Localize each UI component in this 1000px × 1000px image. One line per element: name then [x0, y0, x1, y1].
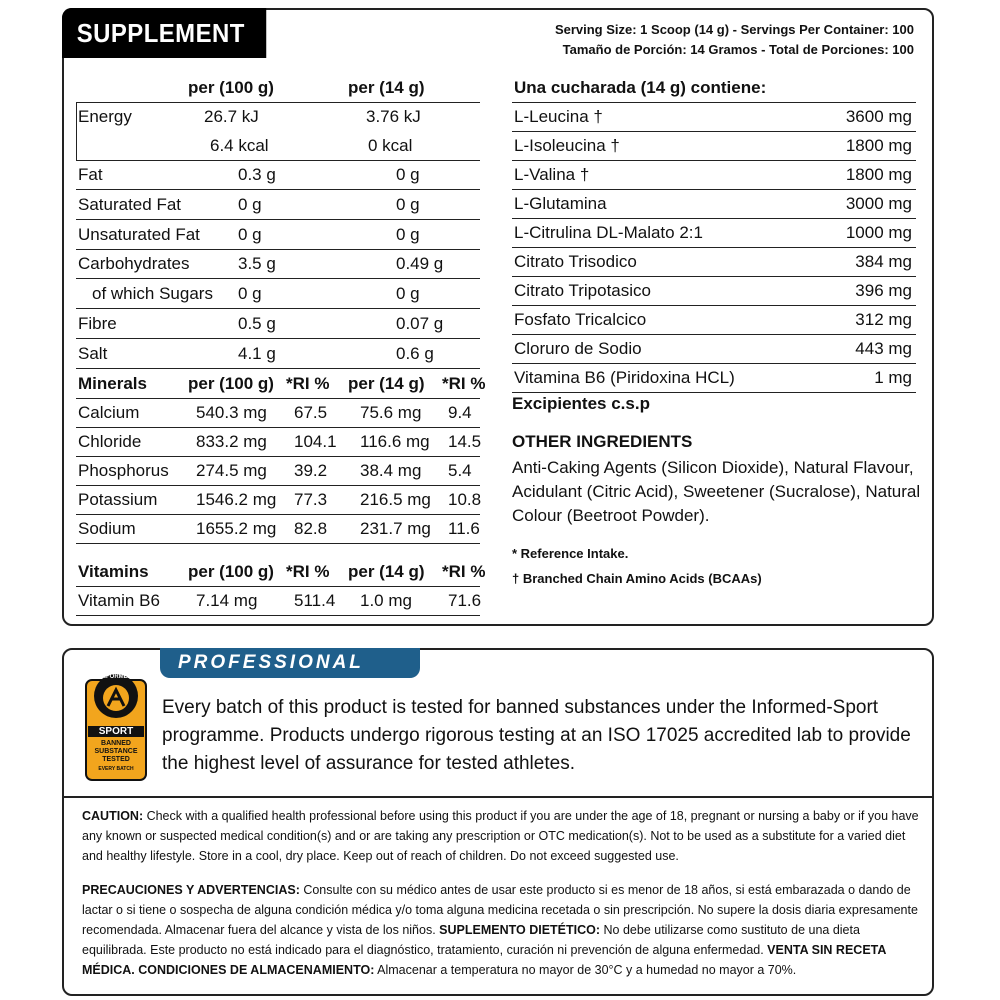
minerals-ri-100: 82.8	[294, 519, 328, 538]
caution-text	[82, 806, 922, 866]
supplement-facts-panel	[62, 8, 934, 626]
ingredient-amount: 384 mg	[855, 252, 912, 271]
badge-every-batch-text: EVERY BATCH	[98, 766, 134, 772]
precauciones-body: Consulte con su médico antes de usar este producto si es menor de 18 años, si está embarazada o dando de lactar o si tiene o sospecha de alguna condición médica y/o toma alguna medicina recetada o sin prescripción. No supere la dosis diaria expresamente recomendada. Almacenar fuera del alcance y vista de los niños.	[82, 883, 918, 937]
vitamins-col-100: per (100 g)	[188, 562, 274, 581]
spanish-ingredient-row	[512, 103, 916, 132]
minerals-per-14: 75.6 mg	[360, 403, 422, 422]
ingredient-amount: 1000 mg	[845, 223, 912, 242]
professional-tab	[160, 648, 420, 678]
other-ingredients-heading: OTHER INGREDIENTS	[512, 432, 693, 451]
ingredient-amount: 312 mg	[855, 310, 912, 329]
ingredient-amount: 1800 mg	[845, 136, 912, 155]
info-panel	[62, 648, 934, 996]
minerals-label: Potassium	[78, 490, 158, 509]
caution-body: Check with a qualified health professional before using this product if you are under the age of 18, pregnant or nursing a baby or if you have any known or suspected medical condition(s) and or are taking any prescription or OTC medication(s). Not to be used as a substitute for a varied diet and healthy lifestyle. Store in a cool, dry place. Keep out of reach of children. Do not exceed suggested use.	[82, 809, 919, 863]
vitamins-label: Vitamins	[78, 562, 149, 581]
minerals-per-100: 540.3 mg	[196, 403, 267, 422]
spanish-heading: Una cucharada (14 g) contiene:	[514, 78, 767, 97]
venta-label: VENTA SIN RECETA MÉDICA. CONDICIONES DE ALMACENAMIENTO:	[82, 943, 886, 977]
ingredient-name: Citrato Tripotasico	[514, 281, 651, 300]
excipientes: Excipientes c.s.p	[512, 394, 650, 413]
nutrient-label: Carbohydrates	[78, 254, 190, 274]
nutrient-per-14: 0 g	[396, 224, 420, 244]
caution-label: CAUTION:	[82, 809, 144, 823]
ingredient-amount: 3600 mg	[845, 107, 912, 126]
professional-label: PROFESSIONAL	[178, 652, 364, 673]
minerals-per-14: 231.7 mg	[360, 519, 431, 538]
nutrient-per-14: 0 g	[396, 194, 420, 214]
spanish-ingredient-row	[512, 161, 916, 190]
badge-banned-text: BANNED SUBSTANCE TESTED	[94, 740, 138, 763]
nutrition-row	[76, 161, 480, 190]
vitamins-row	[76, 587, 480, 616]
minerals-row	[76, 515, 480, 544]
energy-label: Energy	[78, 107, 132, 126]
minerals-header-row	[76, 370, 486, 399]
minerals-col-ri100: *RI %	[286, 374, 330, 393]
notes-block	[512, 394, 922, 586]
spanish-ingredient-row	[512, 364, 916, 393]
minerals-per-100: 1546.2 mg	[196, 490, 277, 509]
minerals-col-100: per (100 g)	[188, 374, 274, 393]
nutrient-per-100: 0.3 g	[238, 165, 276, 184]
spanish-ingredient-row	[512, 335, 916, 364]
nutrient-per-100: 0.5 g	[238, 314, 276, 333]
ingredient-name: Fosfato Tricalcico	[514, 310, 647, 329]
minerals-ri-100: 104.1	[294, 432, 337, 451]
serving-line-es: Tamaño de Porción: 14 Gramos - Total de Porciones: 100	[562, 42, 914, 57]
minerals-per-14: 216.5 mg	[360, 490, 431, 509]
ingredient-name: L-Isoleucina †	[514, 136, 620, 155]
ingredient-amount: 3000 mg	[845, 194, 912, 213]
info-divider	[64, 796, 932, 798]
energy-kj-14: 3.76 kJ	[366, 107, 421, 126]
energy-kcal-100: 6.4 kcal	[210, 136, 269, 155]
minerals-label: Minerals	[78, 374, 147, 393]
minerals-ri-100: 67.5	[294, 403, 328, 422]
ingredient-name: Cloruro de Sodio	[514, 339, 642, 358]
nutrition-row	[76, 280, 480, 309]
spanish-ingredient-row	[512, 132, 916, 161]
nutrition-row	[76, 340, 480, 369]
minerals-per-14: 38.4 mg	[360, 461, 422, 480]
ingredient-name: L-Valina †	[514, 165, 590, 184]
minerals-row	[76, 457, 480, 486]
spanish-heading-row	[512, 74, 916, 103]
nutrient-per-14: 0.6 g	[396, 343, 434, 363]
minerals-row	[76, 486, 480, 515]
minerals-ri-14: 5.4	[448, 461, 472, 480]
informed-sport-badge-icon	[84, 672, 148, 782]
vitamins-ri-100: 511.4	[294, 591, 336, 610]
nutrient-per-14: 0.49 g	[396, 254, 444, 274]
nutrient-per-100: 3.5 g	[238, 254, 276, 274]
ingredient-name: Citrato Trisodico	[514, 252, 637, 271]
minerals-ri-14: 14.5	[448, 432, 482, 451]
nutrition-header-row	[76, 74, 480, 103]
vitamins-col-ri100: *RI %	[286, 562, 330, 581]
minerals-col-ri14: *RI %	[442, 374, 486, 393]
minerals-per-100: 1655.2 mg	[196, 519, 277, 538]
ingredient-name: Vitamina B6 (Piridoxina HCL)	[514, 368, 735, 387]
spanish-ingredient-row	[512, 306, 916, 335]
nutrient-label: Saturated Fat	[78, 194, 182, 214]
energy-row	[76, 103, 480, 161]
spanish-ingredient-row	[512, 219, 916, 248]
reference-intake-note: * Reference Intake.	[512, 546, 629, 561]
col-per-14: per (14 g)	[348, 78, 425, 97]
minerals-ri-14: 10.8	[448, 490, 482, 509]
precauciones-label: PRECAUCIONES Y ADVERTENCIAS:	[82, 883, 300, 897]
minerals-ri-100: 39.2	[294, 461, 328, 480]
energy-kcal-14: 0 kcal	[368, 136, 413, 155]
suplemento-label: SUPLEMENTO DIETÉTICO:	[439, 923, 601, 937]
minerals-label: Sodium	[78, 519, 136, 538]
nutrient-label: Salt	[78, 343, 108, 363]
ingredient-name: L-Citrulina DL-Malato 2:1	[514, 223, 703, 242]
nutrition-row	[76, 250, 480, 279]
almacenamiento-body: Almacenar a temperatura no mayor de 30°C y a humedad no mayor a 70%.	[374, 963, 797, 977]
spanish-ingredient-row	[512, 248, 916, 277]
minerals-label: Phosphorus	[78, 461, 169, 480]
nutrient-per-14: 0.07 g	[396, 314, 444, 333]
ingredient-amount: 1800 mg	[845, 165, 912, 184]
spanish-ingredient-row	[512, 190, 916, 219]
supplement-facts-title: SUPPLEMENT FACTS	[62, 8, 266, 58]
minerals-label: Calcium	[78, 403, 140, 422]
suplemento-body: No debe utilizarse como sustituto de una dieta equilibrada. Este producto no está indicado para el diagnóstico, tratamiento, curación ni prevención de alguna enfermedad.	[82, 923, 860, 957]
nutrient-per-14: 0 g	[396, 284, 420, 304]
minerals-per-100: 274.5 mg	[196, 461, 267, 480]
ingredient-name: L-Glutamina	[514, 194, 607, 213]
energy-kj-100: 26.7 kJ	[204, 107, 259, 126]
nutrition-row	[76, 221, 480, 250]
nutrient-label: of which Sugars	[92, 284, 213, 304]
nutrition-row	[76, 310, 480, 339]
serving-info	[555, 20, 914, 60]
nutrient-per-100: 0 g	[238, 194, 262, 214]
minerals-row	[76, 399, 480, 428]
minerals-col-14: per (14 g)	[348, 374, 425, 393]
nutrient-label: Fat	[78, 165, 103, 184]
nutrient-label: Fibre	[78, 314, 117, 333]
badge-sport-text: SPORT	[88, 726, 144, 737]
ingredient-amount: 1 mg	[874, 368, 912, 387]
bcaa-note: † Branched Chain Amino Acids (BCAAs)	[512, 571, 762, 586]
nutrient-per-100: 0 g	[238, 284, 262, 304]
spanish-ingredient-row	[512, 277, 916, 306]
minerals-ri-100: 77.3	[294, 490, 328, 509]
vitamins-per-100: 7.14 mg	[196, 591, 258, 610]
other-ingredients-text: Anti-Caking Agents (Silicon Dioxide), Natural Flavour, Acidulant (Citric Acid), Sweetener (Sucralose), Natural Colour (Beetroot Powder).	[512, 458, 921, 525]
ingredient-amount: 396 mg	[855, 281, 912, 300]
minerals-per-14: 116.6 mg	[360, 432, 430, 451]
minerals-ri-14: 9.4	[448, 403, 472, 422]
nutrient-per-100: 0 g	[238, 224, 262, 244]
vitamins-per-14: 1.0 mg	[360, 591, 412, 610]
vitamins-col-ri14: *RI %	[442, 562, 486, 581]
minerals-per-100: 833.2 mg	[196, 432, 267, 451]
badge-top-text: INFORMED	[100, 674, 132, 680]
col-per-100: per (100 g)	[188, 78, 274, 97]
minerals-ri-14: 11.6	[448, 519, 480, 538]
vitamins-label: Vitamin B6	[78, 591, 160, 610]
minerals-row	[76, 428, 480, 457]
vitamins-ri-14: 71.6	[448, 591, 482, 610]
precauciones-text	[82, 880, 922, 980]
nutrition-row	[76, 191, 480, 220]
nutrient-label: Unsaturated Fat	[78, 224, 200, 244]
nutrient-per-100: 4.1 g	[238, 343, 276, 363]
informed-sport-text: Every batch of this product is tested for banned substances under the Informed-Sport programme. Products undergo rigorous testing at an ISO 17025 accredited lab to provide the highest level of assurance for tested athletes.	[162, 697, 911, 774]
vitamins-header-row	[76, 558, 486, 587]
nutrient-per-14: 0 g	[396, 165, 420, 184]
serving-line-en: Serving Size: 1 Scoop (14 g) - Servings Per Container: 100	[554, 22, 914, 37]
ingredient-amount: 443 mg	[855, 339, 912, 358]
minerals-label: Chloride	[78, 432, 142, 451]
vitamins-col-14: per (14 g)	[348, 562, 425, 581]
ingredient-name: L-Leucina †	[514, 107, 603, 126]
